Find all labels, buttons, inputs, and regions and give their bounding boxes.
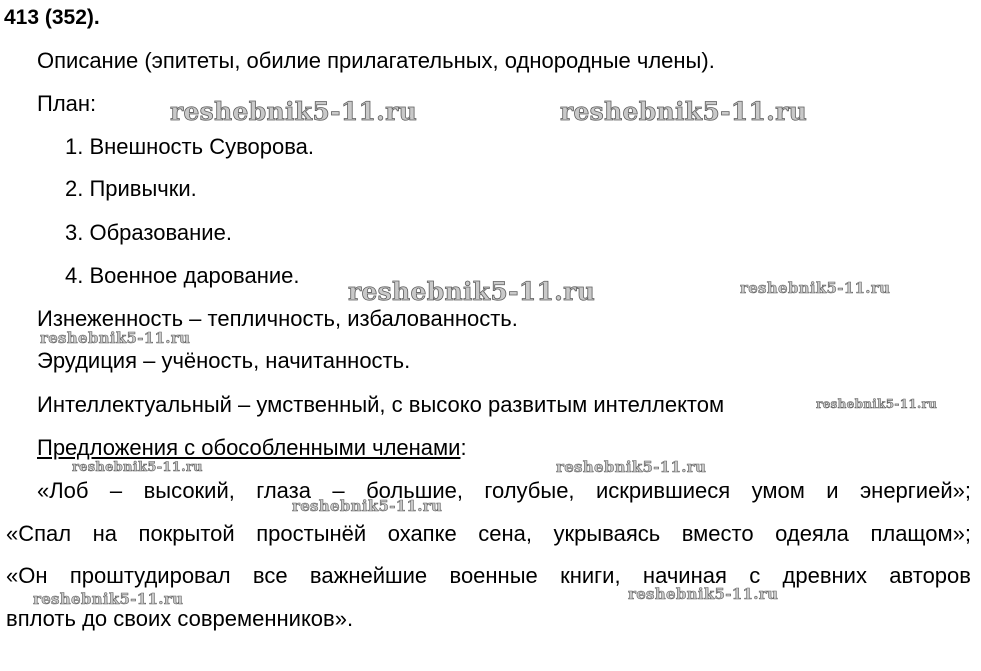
sentence-word: авторов — [889, 563, 971, 588]
sentences-heading: Предложения с обособленными членами — [37, 435, 461, 460]
sentence-line-3 — [6, 563, 971, 589]
sentence-word: – — [332, 478, 345, 503]
sentence-word: с — [749, 563, 761, 588]
watermark: reshebnik5-11.ru — [628, 585, 779, 603]
plan-item: 4. Военное дарование. — [65, 263, 300, 288]
definition-line: Эрудиция – учёность, начитанность. — [37, 348, 411, 373]
sentence-word: энергией»; — [859, 478, 971, 503]
sentences-heading-colon: : — [460, 435, 467, 460]
sentence-word: военные — [449, 563, 538, 588]
watermark: reshebnik5-11.ru — [816, 397, 938, 411]
watermark: reshebnik5-11.ru — [170, 97, 418, 126]
watermark: reshebnik5-11.ru — [740, 279, 891, 297]
sentence-word: умом — [751, 478, 805, 503]
sentence-word: «Спал — [6, 521, 72, 546]
sentence-word: покрытой — [138, 521, 235, 546]
sentence-word: охапке — [387, 521, 457, 546]
sentence-word: одеяла — [775, 521, 849, 546]
watermark: reshebnik5-11.ru — [560, 97, 808, 126]
sentence-word: большие, — [366, 478, 463, 503]
watermark: reshebnik5-11.ru — [33, 590, 184, 608]
sentence-word: важнейшие — [309, 563, 428, 588]
definition-line: Изнеженность – тепличность, избалованность. — [37, 306, 518, 331]
plan-item: 3. Образование. — [65, 220, 232, 245]
watermark: reshebnik5-11.ru — [40, 329, 191, 347]
task-number: 413 (352). — [4, 6, 100, 29]
sentence-line-2 — [6, 521, 971, 547]
sentence-word: «Лоб — [37, 478, 89, 503]
sentence-word: и — [826, 478, 839, 503]
sentence-word: «Он — [6, 563, 48, 588]
sentence-word: глаза — [256, 478, 311, 503]
sentence-line-4: вплоть до своих современников». — [6, 606, 354, 631]
sentence-word: все — [252, 563, 288, 588]
sentence-word: вместо — [681, 521, 754, 546]
sentences-heading-line — [37, 435, 467, 461]
definition-line: Интеллектуальный – умственный, с высоко развитым интеллектом — [37, 392, 725, 417]
sentence-word: искрившиеся — [595, 478, 731, 503]
sentence-word: начиная — [642, 563, 727, 588]
watermark: reshebnik5-11.ru — [556, 458, 707, 476]
sentence-word: укрываясь — [553, 521, 661, 546]
sentence-word: на — [92, 521, 118, 546]
sentence-word: – — [109, 478, 123, 503]
sentence-word: простынёй — [256, 521, 367, 546]
watermark: reshebnik5-11.ru — [292, 497, 443, 515]
sentence-word: плащом»; — [870, 521, 971, 546]
plan-item: 1. Внешность Суворова. — [65, 134, 315, 159]
watermark: reshebnik5-11.ru — [348, 277, 596, 306]
sentence-word: проштудировал — [69, 563, 231, 588]
watermark: reshebnik5-11.ru — [72, 460, 203, 475]
sentence-word: голубые, — [484, 478, 575, 503]
sentence-word: высокий, — [143, 478, 235, 503]
plan-label: План: — [37, 91, 97, 116]
description-line: Описание (эпитеты, обилие прилагательных, однородные члены). — [37, 48, 715, 73]
sentence-line-1 — [37, 478, 971, 504]
sentence-word: сена, — [478, 521, 532, 546]
sentence-word: книги, — [560, 563, 621, 588]
sentence-word: древних — [782, 563, 867, 588]
plan-item: 2. Привычки. — [65, 176, 197, 201]
